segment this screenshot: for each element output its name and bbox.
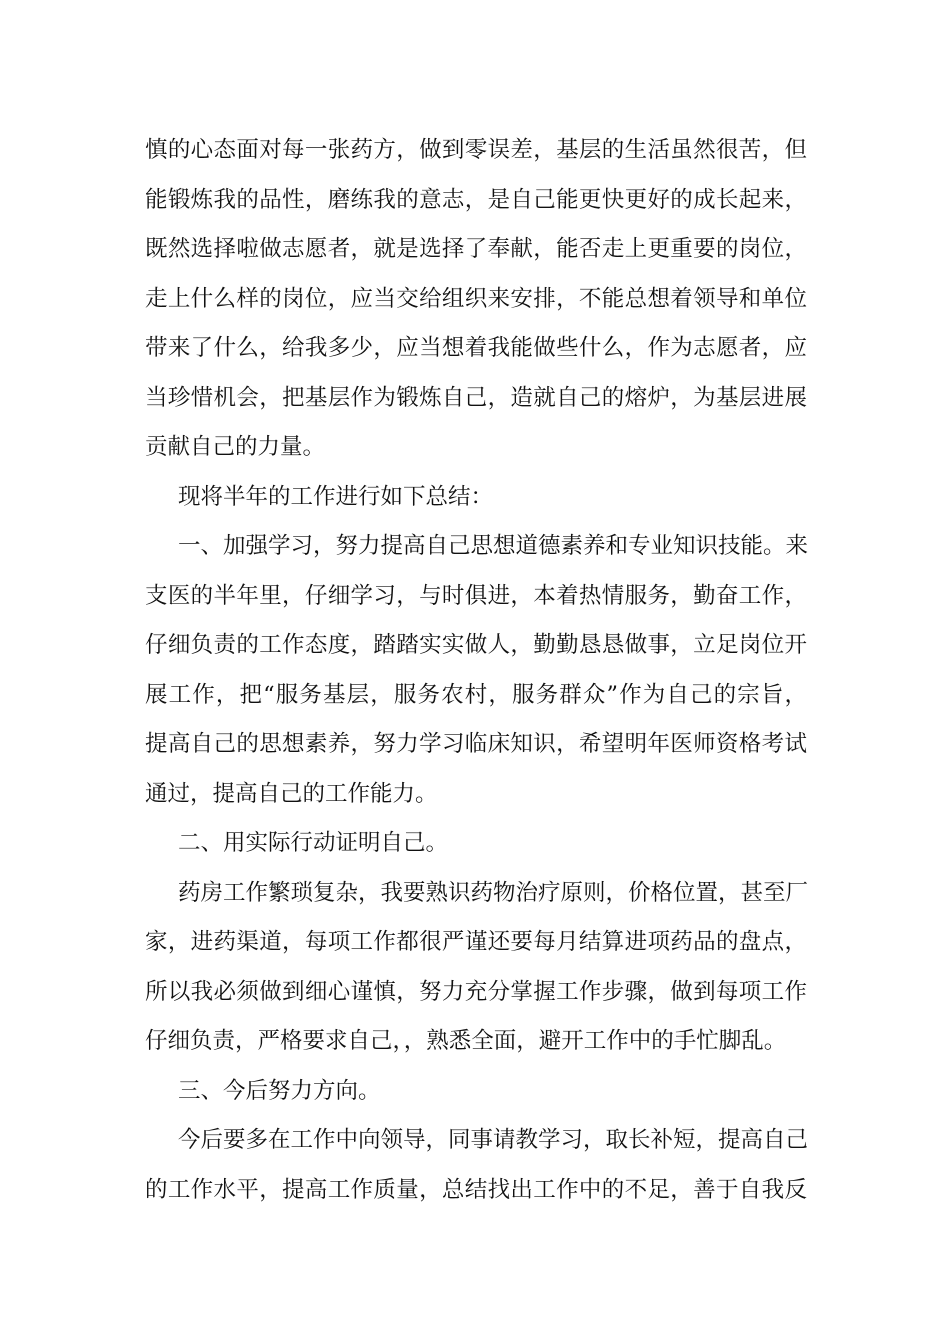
text-line: 带来了什么，给我多少，应当想着我能做些什么，作为志愿者，应 [145, 335, 807, 361]
text-line: 提高自己的思想素养，努力学习临床知识，希望明年医师资格考试 [145, 731, 807, 757]
text-line: 仔细负责，严格要求自己，，熟悉全面，避开工作中的手忙脚乱。 [145, 1028, 787, 1054]
section-three-heading [145, 1067, 807, 1117]
text-line: 现将半年的工作进行如下总结： [178, 483, 494, 510]
section-two-heading [145, 819, 807, 869]
section-one-paragraph [145, 522, 807, 819]
text-line: 通过，提高自己的工作能力。 [145, 780, 438, 807]
text-line: 的工作水平，提高工作质量，总结找出工作中的不足，善于自我反 [145, 1176, 807, 1203]
section-two-paragraph [145, 869, 807, 1067]
section-three-paragraph [145, 1116, 807, 1215]
text-line: 所以我必须做到细心谨慎，努力充分掌握工作步骤，做到每项工作 [145, 978, 807, 1005]
text-line: 既然选择啦做志愿者，就是选择了奉献，能否走上更重要的岗位， [145, 236, 807, 262]
section-heading-line: 三、今后努力方向。 [178, 1077, 381, 1104]
text-line: 能锻炼我的品性，磨练我的意志，是自己能更快更好的成长起来， [145, 186, 807, 213]
paragraph-2 [145, 473, 807, 523]
section-heading-line: 一、加强学习，努力提高自己思想道德素养和专业知识技能。来 [178, 533, 809, 559]
text-line: 药房工作繁琐复杂，我要熟识药物治疗原则，价格位置，甚至厂 [178, 879, 809, 906]
text-line: 展工作，把“服务基层，服务农村，服务群众”作为自己的宗旨， [145, 681, 807, 708]
text-line: 当珍惜机会，把基层作为锻炼自己，造就自己的熔炉，为基层进展 [145, 384, 807, 411]
section-heading-line: 二、用实际行动证明自己。 [178, 830, 449, 856]
text-line: 慎的心态面对每一张药方，做到零误差，基层的生活虽然很苦，但 [145, 137, 807, 163]
text-line: 家，进药渠道，每项工作都很严谨还要每月结算进项药品的盘点， [145, 929, 807, 955]
text-line: 支医的半年里，仔细学习，与时俱进，本着热情服务，勤奋工作， [145, 582, 807, 609]
paragraph-1 [145, 126, 807, 473]
text-line: 今后要多在工作中向领导，同事请教学习，取长补短，提高自己 [178, 1127, 809, 1153]
document-page [145, 126, 807, 1215]
text-line: 贡献自己的力量。 [145, 434, 326, 460]
text-line: 仔细负责的工作态度，踏踏实实做人，勤勤恳恳做事，立足岗位开 [145, 632, 807, 658]
text-line: 走上什么样的岗位，应当交给组织来安排，不能总想着领导和单位 [145, 285, 807, 312]
